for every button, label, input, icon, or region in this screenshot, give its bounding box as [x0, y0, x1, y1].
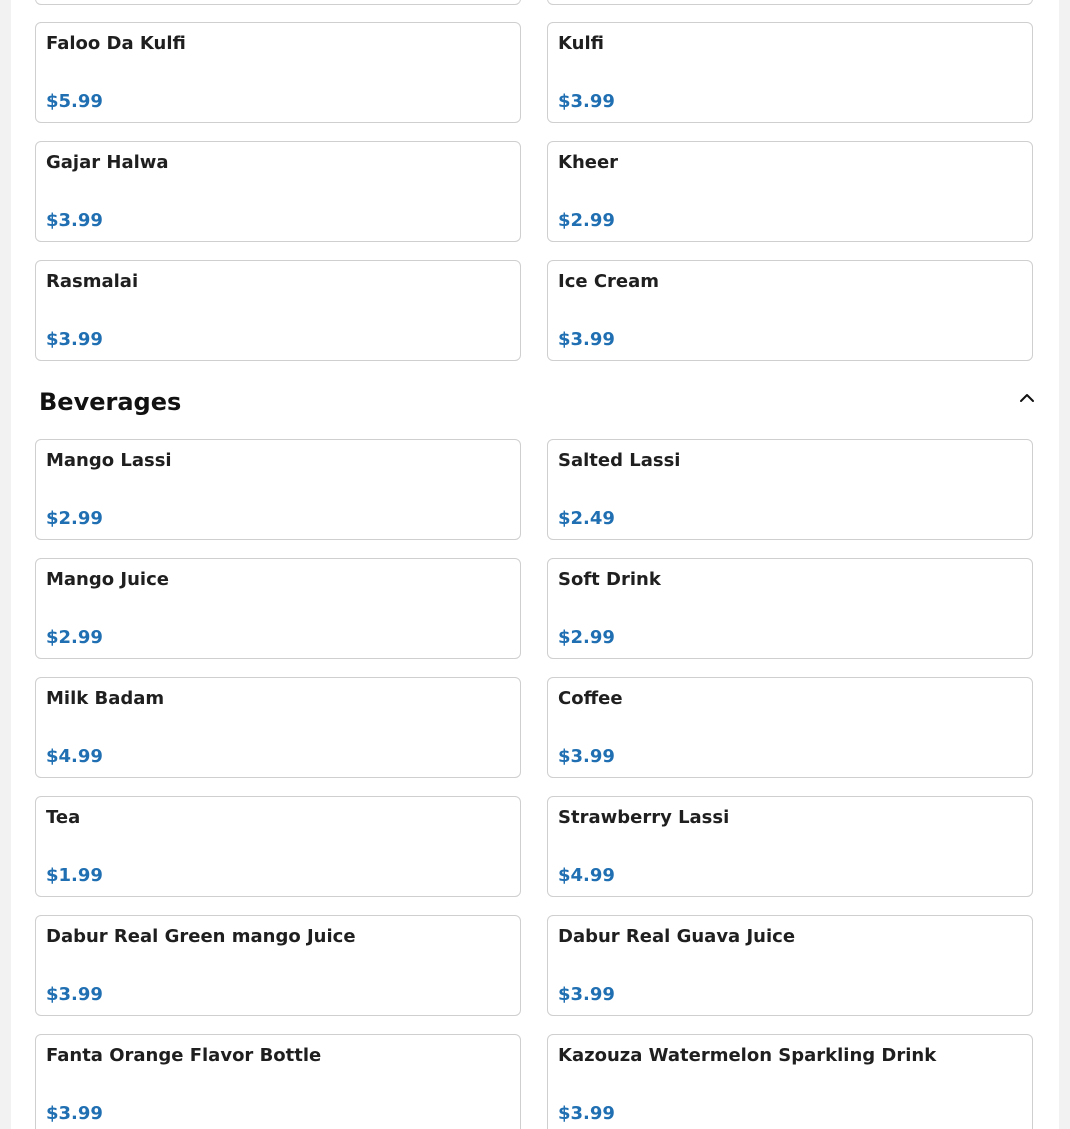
menu-item-card[interactable]	[35, 796, 521, 897]
beverages-section-header[interactable]	[35, 380, 1035, 428]
menu-item-price: $3.99	[46, 1103, 103, 1124]
menu-item-name: Kazouza Watermelon Sparkling Drink	[558, 1045, 937, 1066]
menu-item-card[interactable]	[35, 915, 521, 1016]
menu-item-price: $5.99	[46, 91, 103, 112]
menu-item-price: $3.99	[46, 329, 103, 350]
menu-item-card[interactable]	[547, 677, 1033, 778]
menu-item-price: $2.99	[46, 627, 103, 648]
menu-item-price: $4.99	[46, 746, 103, 767]
chevron-up-icon[interactable]	[1017, 388, 1037, 408]
menu-item-name: Mango Lassi	[46, 450, 172, 471]
menu-item-name: Fanta Orange Flavor Bottle	[46, 1045, 322, 1066]
menu-item-card[interactable]	[35, 677, 521, 778]
menu-item-price: $2.99	[558, 210, 615, 231]
menu-item-name: Tea	[46, 807, 81, 828]
menu-item-name: Faloo Da Kulfi	[46, 33, 186, 54]
menu-item-card[interactable]	[35, 260, 521, 361]
menu-item-price: $2.99	[46, 508, 103, 529]
menu-item-name: Salted Lassi	[558, 450, 681, 471]
menu-item-card[interactable]	[35, 1034, 521, 1129]
menu-item-card[interactable]	[547, 915, 1033, 1016]
menu-item-price: $3.99	[46, 984, 103, 1005]
menu-item-card[interactable]	[547, 558, 1033, 659]
menu-item-price: $3.99	[558, 746, 615, 767]
menu-item-price: $3.99	[558, 329, 615, 350]
menu-item-price: $3.99	[558, 91, 615, 112]
menu-item-price: $2.99	[558, 627, 615, 648]
menu-item-name: Coffee	[558, 688, 623, 709]
menu-item-card[interactable]	[547, 22, 1033, 123]
menu-item-name: Gajar Halwa	[46, 152, 169, 173]
section-title: Beverages	[39, 388, 182, 416]
menu-item-price: $1.99	[46, 865, 103, 886]
menu-item-price: $4.99	[558, 865, 615, 886]
menu-item-price: $3.99	[558, 984, 615, 1005]
menu-item-card[interactable]	[547, 260, 1033, 361]
menu-item-name: Milk Badam	[46, 688, 165, 709]
menu-item-price: $3.99	[558, 1103, 615, 1124]
menu-item-card[interactable]	[547, 439, 1033, 540]
menu-item-name: Kheer	[558, 152, 619, 173]
menu-item-card[interactable]	[547, 1034, 1033, 1129]
chevron-up-icon-graphic	[1017, 388, 1037, 408]
menu-item-card[interactable]	[547, 796, 1033, 897]
menu-item-name: Dabur Real Green mango Juice	[46, 926, 356, 947]
menu-item-card[interactable]	[35, 558, 521, 659]
menu-item-name: Rasmalai	[46, 271, 139, 292]
menu-item-card[interactable]	[547, 141, 1033, 242]
menu-item-name: Ice Cream	[558, 271, 660, 292]
menu-item-name: Soft Drink	[558, 569, 661, 590]
menu-item-card-partial[interactable]	[35, 0, 521, 5]
menu-item-price: $2.49	[558, 508, 615, 529]
menu-item-name: Kulfi	[558, 33, 604, 54]
menu-page	[11, 0, 1059, 1129]
menu-item-card[interactable]	[35, 141, 521, 242]
menu-item-card-partial[interactable]	[547, 0, 1033, 5]
menu-item-name: Dabur Real Guava Juice	[558, 926, 796, 947]
menu-item-card[interactable]	[35, 439, 521, 540]
menu-item-name: Strawberry Lassi	[558, 807, 730, 828]
menu-item-card[interactable]	[35, 22, 521, 123]
menu-item-name: Mango Juice	[46, 569, 169, 590]
menu-item-price: $3.99	[46, 210, 103, 231]
